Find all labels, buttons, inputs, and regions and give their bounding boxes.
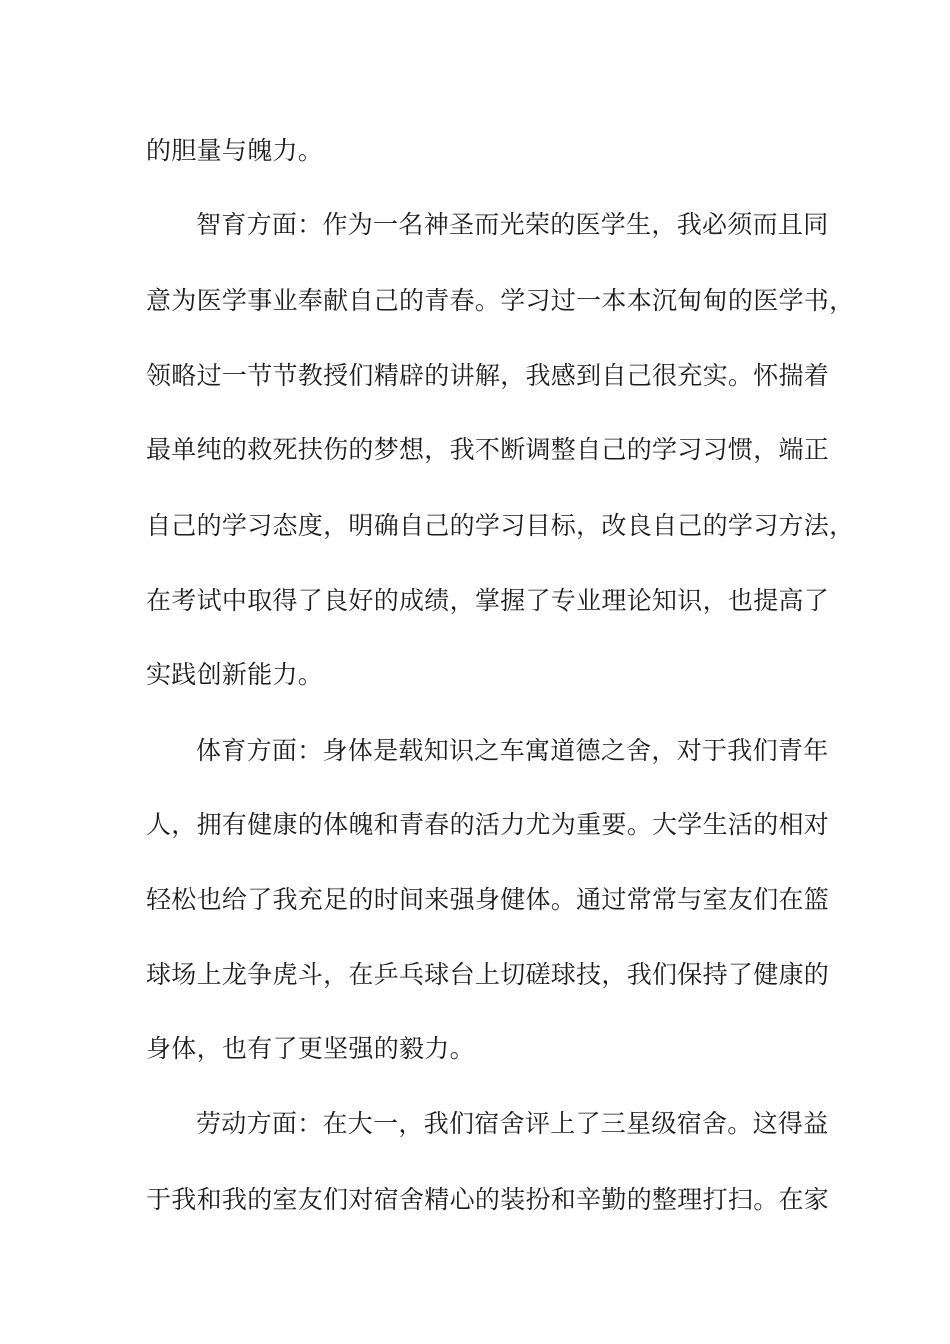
text-line: 实践创新能力。 (146, 660, 324, 689)
text-line: 球场上龙争虎斗，在乒乓球台上切磋球技，我们保持了健康的 (146, 960, 830, 989)
text-line: 领略过一节节教授们精辟的讲解，我感到自己很充实。怀揣着 (146, 361, 830, 390)
text-line: 在考试中取得了良好的成绩，掌握了专业理论知识，也提高了 (146, 586, 830, 615)
text-line: 人，拥有健康的体魄和青春的活力尤为重要。大学生活的相对 (146, 810, 830, 839)
text-line: 自己的学习态度，明确自己的学习目标，改良自己的学习方法， (146, 511, 855, 540)
text-line: 意为医学事业奉献自己的青春。学习过一本本沉甸甸的医学书， (146, 286, 855, 315)
text-line: 身体，也有了更坚强的毅力。 (146, 1034, 475, 1063)
text-line: 最单纯的救死扶伤的梦想，我不断调整自己的学习习惯，端正 (146, 435, 830, 464)
paragraph-first-line: 体育方面：身体是载知识之车寓道德之舍，对于我们青年 (196, 736, 829, 765)
paragraph-first-line: 劳动方面：在大一，我们宿舍评上了三星级宿舍。这得益 (196, 1109, 829, 1138)
text-line: 于我和我的室友们对宿舍精心的装扮和辛勤的整理打扫。在家 (146, 1185, 830, 1214)
text-line: 轻松也给了我充足的时间来强身健体。通过常常与室友们在篮 (146, 885, 830, 914)
paragraph-first-line: 智育方面：作为一名神圣而光荣的医学生，我必须而且同 (196, 210, 829, 239)
text-line: 的胆量与魄力。 (146, 136, 324, 165)
